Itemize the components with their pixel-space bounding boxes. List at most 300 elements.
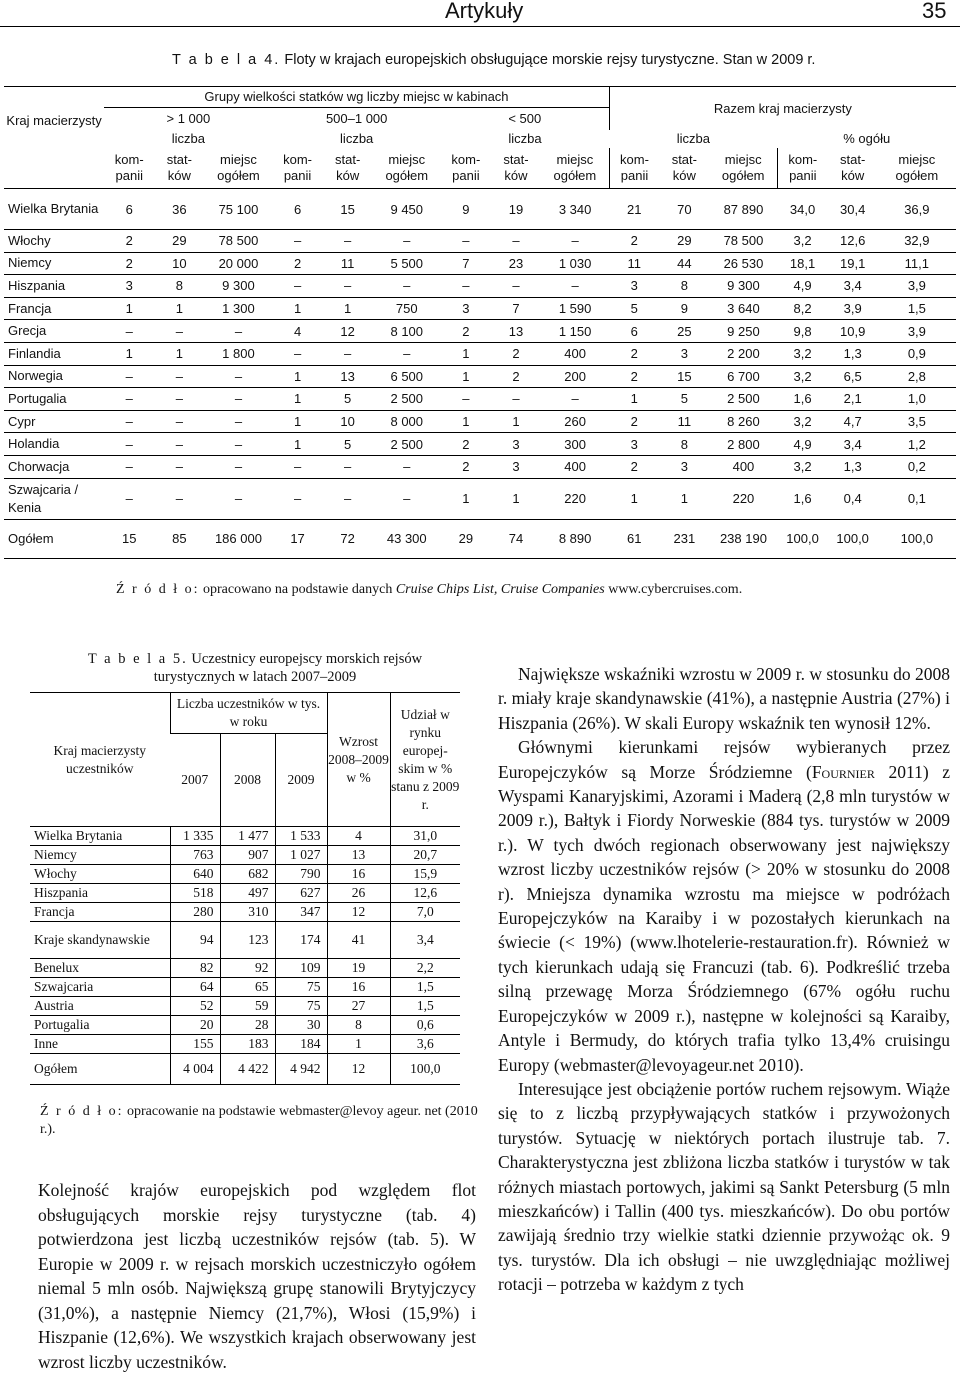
- total-value-cell: 4 004: [170, 1054, 220, 1085]
- right-paragraph-1: Największe wskaźniki wzrostu w 2009 r. w stosunku do 2008 r. miały kraje skandynawskie (41%), a następnie Austria (27%) i Hiszpania (26%). W skali Europy wskaźnik ten wynosił 12%.: [498, 664, 950, 733]
- value-cell: –: [125, 436, 133, 452]
- table-row: [30, 846, 460, 865]
- value-cell: 92: [220, 959, 275, 978]
- value-cell: –: [175, 323, 183, 339]
- value-cell: 15,9: [390, 865, 460, 884]
- country-cell: Inne: [34, 1036, 58, 1051]
- value-cell: 9: [462, 201, 470, 217]
- value-cell: 3,6: [390, 1035, 460, 1054]
- value-cell: –: [293, 459, 302, 475]
- value-cell: 12,6: [390, 884, 460, 903]
- value-cell: 20,7: [390, 846, 460, 865]
- table-row: [30, 827, 460, 846]
- value-cell: –: [571, 233, 579, 249]
- th-sub-stat-2: stat- ków: [335, 152, 361, 183]
- value-cell: 2: [125, 255, 133, 271]
- value-cell: 2,8: [907, 368, 926, 384]
- total-value-cell: 15: [104, 519, 154, 558]
- value-cell: 59: [220, 997, 275, 1016]
- value-cell: –: [125, 414, 133, 430]
- value-cell: 6 500: [390, 368, 424, 384]
- value-cell: 1: [327, 1035, 390, 1054]
- total-value-cell: 100,0: [878, 519, 956, 558]
- value-cell: –: [175, 491, 183, 507]
- value-cell: 9: [680, 301, 688, 317]
- value-cell: 1 027: [275, 846, 327, 865]
- value-cell: –: [125, 491, 133, 507]
- value-cell: 400: [732, 459, 755, 475]
- table-row: [4, 410, 956, 433]
- total-value-cell: 4 942: [275, 1054, 327, 1085]
- value-cell: 10,9: [840, 323, 866, 339]
- value-cell: 1: [630, 491, 638, 507]
- value-cell: 2: [630, 346, 638, 362]
- value-cell: 64: [170, 978, 220, 997]
- th-group-1: > 1 000: [166, 111, 211, 126]
- value-cell: 8 260: [727, 414, 760, 430]
- t5-body: [30, 827, 460, 1054]
- country-cell: Szwajcaria: [34, 979, 94, 994]
- value-cell: 1 590: [558, 301, 592, 317]
- table-row: [30, 884, 460, 903]
- country-cell: Francja: [34, 904, 75, 919]
- value-cell: 8: [327, 1016, 390, 1035]
- total-label-cell: Ogółem: [4, 519, 104, 558]
- value-cell: –: [344, 346, 352, 362]
- t5-th-country: Kraj macierzysty uczestników: [53, 742, 147, 776]
- value-cell: 518: [170, 884, 220, 903]
- value-cell: 4,9: [793, 278, 812, 294]
- total-value-cell: 238 190: [709, 519, 777, 558]
- value-cell: 16: [327, 978, 390, 997]
- value-cell: 3: [512, 436, 520, 452]
- value-cell: 3,4: [390, 922, 460, 959]
- value-cell: –: [462, 278, 470, 294]
- value-cell: 155: [170, 1035, 220, 1054]
- value-cell: 1 300: [222, 301, 255, 317]
- value-cell: 7: [462, 255, 470, 271]
- value-cell: 10: [172, 255, 187, 271]
- table5-caption: [60, 650, 450, 686]
- value-cell: 1: [512, 414, 520, 430]
- value-cell: 3,9: [907, 323, 926, 339]
- value-cell: 11: [340, 255, 355, 271]
- value-cell: 183: [220, 1035, 275, 1054]
- country-cell: Portugalia: [34, 1017, 90, 1032]
- value-cell: 8 100: [390, 323, 424, 339]
- value-cell: –: [125, 459, 133, 475]
- value-cell: 123: [220, 922, 275, 959]
- total-value-cell: 231: [659, 519, 709, 558]
- t4-subheader-row: [4, 148, 956, 189]
- value-cell: –: [175, 368, 183, 384]
- value-cell: 94: [170, 922, 220, 959]
- value-cell: 13: [327, 846, 390, 865]
- value-cell: 174: [275, 922, 327, 959]
- value-cell: 1: [293, 436, 302, 452]
- value-cell: 682: [220, 865, 275, 884]
- value-cell: –: [344, 459, 352, 475]
- table-row: [4, 297, 956, 320]
- value-cell: 15: [340, 201, 355, 217]
- value-cell: 27: [327, 997, 390, 1016]
- value-cell: 1,3: [843, 459, 862, 475]
- value-cell: 627: [275, 884, 327, 903]
- value-cell: 8: [175, 278, 183, 294]
- total-value-cell: 61: [609, 519, 659, 558]
- total-value-cell: 186 000: [204, 519, 272, 558]
- value-cell: 2: [462, 436, 470, 452]
- value-cell: 78 500: [218, 233, 259, 249]
- value-cell: 5: [344, 391, 352, 407]
- value-cell: 2: [630, 414, 638, 430]
- value-cell: 13: [340, 368, 355, 384]
- value-cell: 790: [275, 865, 327, 884]
- table-row: [4, 189, 956, 230]
- value-cell: 3,2: [793, 346, 812, 362]
- value-cell: 907: [220, 846, 275, 865]
- value-cell: 16: [327, 865, 390, 884]
- value-cell: 15: [677, 368, 692, 384]
- th-sub-miejsc-3: miejsc ogółem: [553, 152, 597, 183]
- table4-label: T a b e l a 4.: [172, 52, 281, 68]
- table5: [30, 692, 460, 1085]
- value-cell: 3,2: [793, 368, 812, 384]
- value-cell: 1: [175, 301, 183, 317]
- total-value-cell: 72: [323, 519, 373, 558]
- value-cell: –: [344, 278, 352, 294]
- value-cell: 2 800: [727, 436, 760, 452]
- country-cell: Hiszpania: [34, 885, 88, 900]
- value-cell: –: [293, 278, 302, 294]
- t5-th-2007: 2007: [181, 772, 209, 787]
- th-pct: % ogółu: [843, 131, 891, 146]
- country-cell: Włochy: [8, 232, 51, 248]
- th-group-3: < 500: [508, 111, 542, 126]
- value-cell: 280: [170, 903, 220, 922]
- value-cell: –: [125, 391, 133, 407]
- value-cell: 8 000: [390, 414, 424, 430]
- value-cell: 70: [677, 201, 692, 217]
- total-value-cell: 100,0: [390, 1054, 460, 1085]
- value-cell: 6 700: [727, 368, 760, 384]
- value-cell: 44: [677, 255, 692, 271]
- value-cell: 23: [508, 255, 524, 271]
- value-cell: 0,6: [390, 1016, 460, 1035]
- value-cell: 20 000: [218, 255, 259, 271]
- value-cell: –: [403, 346, 411, 362]
- value-cell: 1: [462, 414, 470, 430]
- country-cell: Holandia: [8, 436, 60, 452]
- value-cell: 9 250: [727, 323, 760, 339]
- value-cell: –: [403, 459, 411, 475]
- source-italic: Cruise Chips List, Cruise Companies: [395, 582, 605, 597]
- th-sub-stat-5: stat- ków: [840, 152, 866, 183]
- source-label: Ź r ó d ł o:: [116, 582, 200, 597]
- value-cell: 8: [680, 278, 688, 294]
- value-cell: 3 640: [727, 301, 760, 317]
- value-cell: 6: [125, 201, 133, 217]
- value-cell: 11,1: [904, 255, 930, 271]
- value-cell: 3,2: [793, 233, 812, 249]
- country-cell: Austria: [34, 998, 74, 1013]
- value-cell: 19: [327, 959, 390, 978]
- value-cell: 4: [293, 323, 302, 339]
- value-cell: 19,1: [840, 255, 866, 271]
- value-cell: 3: [512, 459, 520, 475]
- total-value-cell: 17: [273, 519, 323, 558]
- t5-th-growth: Wzrost 2008–2009 w %: [327, 693, 390, 827]
- value-cell: 400: [564, 346, 586, 362]
- total-value-cell: 29: [441, 519, 491, 558]
- table-row: [30, 997, 460, 1016]
- table-row: [4, 455, 956, 478]
- total-value-cell: 8 890: [541, 519, 609, 558]
- total-label-cell: Ogółem: [34, 1061, 78, 1076]
- table-row: [30, 959, 460, 978]
- country-cell: Finlandia: [8, 345, 61, 361]
- value-cell: 5: [680, 391, 688, 407]
- value-cell: 82: [170, 959, 220, 978]
- value-cell: 3,9: [843, 301, 862, 317]
- value-cell: 36: [172, 201, 187, 217]
- value-cell: 5: [344, 436, 352, 452]
- left-column-text: [38, 1178, 476, 1374]
- th-sub-miejsc-1: miejsc ogółem: [217, 152, 260, 183]
- value-cell: 12: [340, 323, 355, 339]
- t5-th-2009: 2009: [275, 734, 327, 827]
- value-cell: 7: [512, 301, 520, 317]
- value-cell: 1 030: [558, 255, 592, 271]
- country-cell: Norwegia: [8, 368, 63, 384]
- right-column-text: [498, 662, 950, 1297]
- country-cell: Portugalia: [8, 390, 67, 406]
- table-row: [4, 252, 956, 275]
- value-cell: 65: [220, 978, 275, 997]
- value-cell: 220: [564, 491, 586, 507]
- table-row: [4, 365, 956, 388]
- value-cell: 1 335: [170, 827, 220, 846]
- value-cell: 300: [564, 436, 586, 452]
- value-cell: 9 300: [727, 278, 760, 294]
- t4-total-row: [4, 519, 956, 558]
- value-cell: –: [234, 391, 243, 407]
- value-cell: 2 500: [727, 391, 760, 407]
- value-cell: 30,4: [840, 201, 866, 217]
- value-cell: –: [234, 414, 243, 430]
- th-group-2: 500–1 000: [325, 111, 388, 126]
- value-cell: 1: [462, 368, 470, 384]
- value-cell: 36,9: [904, 201, 930, 217]
- value-cell: 497: [220, 884, 275, 903]
- value-cell: –: [344, 233, 352, 249]
- th-sub-kom-3: kom- panii: [451, 152, 481, 183]
- value-cell: –: [234, 459, 243, 475]
- value-cell: 3,2: [793, 414, 812, 430]
- value-cell: 2 500: [390, 391, 424, 407]
- value-cell: –: [403, 491, 411, 507]
- value-cell: 1: [293, 368, 302, 384]
- left-paragraph: Kolejność krajów europejskich pod względem flot obsługujących morskie rejsy turystyczne (tab. 4) potwierdzona jest liczbą uczestników rejsów (tab. 5). W Europie w 2009 r. w rejsach morskich uczestniczyło ogółem niemal 5 mln osób. Największą grupę stanowili Brytyjczycy (31,0%), a następnie Niemcy (21,7%), Włosi (15,9%) i Hiszpanie (12,6%). We wszystkich krajach obserwowany jest wzrost liczby uczestników.: [38, 1180, 476, 1372]
- value-cell: 2: [125, 233, 133, 249]
- value-cell: 3: [630, 278, 638, 294]
- value-cell: 3: [462, 301, 470, 317]
- table-row: [30, 865, 460, 884]
- t5-source-label: Ź r ó d ł o:: [40, 1104, 124, 1119]
- value-cell: 1: [293, 391, 302, 407]
- total-value-cell: 74: [491, 519, 541, 558]
- value-cell: 3: [630, 436, 638, 452]
- country-cell: Benelux: [34, 960, 79, 975]
- value-cell: –: [175, 391, 183, 407]
- value-cell: 3,4: [843, 278, 862, 294]
- value-cell: 75: [275, 997, 327, 1016]
- value-cell: 11: [677, 414, 692, 430]
- value-cell: 750: [395, 301, 418, 317]
- value-cell: 5 500: [390, 255, 424, 271]
- right-paragraph-2: [498, 735, 950, 1077]
- value-cell: 4,7: [843, 414, 862, 430]
- value-cell: 260: [564, 414, 586, 430]
- th-liczba-4: liczba: [676, 131, 710, 146]
- value-cell: 109: [275, 959, 327, 978]
- t5-source-text: opracowanie na podstawie webmaster@levoy ageur. net (2010 r.).: [40, 1104, 478, 1137]
- value-cell: 6: [630, 323, 638, 339]
- value-cell: 30: [275, 1016, 327, 1035]
- value-cell: 25: [677, 323, 692, 339]
- t5-th-participants: Liczba uczestników w tys. w roku: [170, 693, 327, 734]
- value-cell: 1: [293, 301, 302, 317]
- value-cell: –: [293, 233, 302, 249]
- value-cell: 52: [170, 997, 220, 1016]
- value-cell: 0,2: [907, 459, 926, 475]
- value-cell: 2: [512, 346, 520, 362]
- value-cell: 34,0: [789, 201, 816, 217]
- value-cell: 8,2: [793, 301, 812, 317]
- value-cell: 1: [462, 491, 470, 507]
- right-paragraph-3: Interesujące jest obciążenie portów ruchem rejsowym. Wiąże się to z liczbą przypływających statków i przywożonych turystów. Sytuację w niektórych portach ilustruje tab. 7. Charakterystyczna jest zbliżona liczba statków i turystów w tak różnych miastach portowych, jakimi są Sankt Petersburg (5 mln mieszkańców) i Tallin (400 tys. mieszkańców). Do obu portów zawijają średnio trzy wielkie statki dziennie przywożąc ok. 9 tys. turystów. Dla ich obsługi – nie uwzględniając możliwej rotacji – potrzeba w każdym z tych: [498, 1078, 950, 1295]
- table5-title: Uczestnicy europejscy morskich rejsów turystycznych w latach 2007–2009: [153, 651, 423, 685]
- value-cell: –: [571, 278, 579, 294]
- value-cell: 7,0: [390, 903, 460, 922]
- total-value-cell: 4 422: [220, 1054, 275, 1085]
- th-sub-miejsc-5: miejsc ogółem: [895, 152, 939, 183]
- country-cell: Chorwacja: [8, 458, 70, 474]
- value-cell: 9 450: [390, 201, 424, 217]
- value-cell: 2: [462, 323, 470, 339]
- value-cell: 4,9: [793, 436, 812, 452]
- th-sub-kom-1: kom- panii: [114, 152, 144, 183]
- p2-part-a: Głównymi kierunkami rejsów wybieranych przez Europejczyków są Morze Śródziemne (: [498, 737, 950, 782]
- value-cell: 2: [630, 459, 638, 475]
- value-cell: 3: [680, 459, 688, 475]
- value-cell: 2: [630, 233, 638, 249]
- th-sub-stat-4: stat- ków: [671, 152, 697, 183]
- value-cell: 2: [630, 368, 638, 384]
- country-cell: Niemcy: [34, 847, 77, 862]
- table-row: [30, 1016, 460, 1035]
- value-cell: –: [234, 436, 243, 452]
- table-row: [4, 230, 956, 253]
- value-cell: 3: [680, 346, 688, 362]
- country-cell: Cypr: [8, 413, 36, 429]
- value-cell: 78 500: [723, 233, 764, 249]
- table-row: [4, 388, 956, 411]
- value-cell: 12: [327, 903, 390, 922]
- table4-source: [116, 582, 742, 598]
- table-row: [4, 433, 956, 456]
- value-cell: –: [234, 368, 243, 384]
- country-cell: Hiszpania: [8, 277, 66, 293]
- value-cell: 6,5: [843, 368, 862, 384]
- value-cell: 1: [293, 414, 302, 430]
- th-sub-kom-2: kom- panii: [283, 152, 312, 183]
- value-cell: 8: [680, 436, 688, 452]
- table4-caption: [172, 52, 815, 68]
- value-cell: 184: [275, 1035, 327, 1054]
- p2-author: Fournier: [811, 761, 875, 782]
- value-cell: –: [175, 414, 183, 430]
- value-cell: 75 100: [218, 201, 259, 217]
- value-cell: 1: [175, 346, 183, 362]
- th-sub-kom-5: kom- panii: [778, 148, 828, 189]
- value-cell: –: [234, 491, 243, 507]
- value-cell: 9,8: [793, 323, 812, 339]
- table4-title: Floty w krajach europejskich obsługujące morskie rejsy turystyczne. Stan w 2009 r.: [284, 52, 816, 68]
- value-cell: 1 800: [222, 346, 255, 362]
- country-cell: Wielka Brytania: [8, 201, 99, 216]
- value-cell: 1 477: [220, 827, 275, 846]
- value-cell: 87 890: [723, 201, 764, 217]
- th-sub-stat-3: stat- ków: [503, 152, 529, 183]
- table-row: [4, 342, 956, 365]
- value-cell: 1,2: [907, 436, 926, 452]
- th-sub-miejsc-4: miejsc ogółem: [721, 152, 765, 183]
- total-value-cell: 100,0: [778, 519, 828, 558]
- section-title: Artykuły: [445, 0, 524, 23]
- value-cell: 1,5: [907, 301, 926, 317]
- page-number: 35: [922, 0, 947, 23]
- table-row: [30, 978, 460, 997]
- value-cell: –: [175, 459, 183, 475]
- value-cell: 6: [293, 201, 302, 217]
- total-value-cell: 100,0: [828, 519, 878, 558]
- value-cell: 9 300: [222, 278, 255, 294]
- th-sub-miejsc-2: miejsc ogółem: [385, 152, 429, 183]
- value-cell: 3 340: [558, 201, 592, 217]
- value-cell: 32,9: [904, 233, 930, 249]
- value-cell: 31,0: [390, 827, 460, 846]
- value-cell: 3,5: [907, 414, 926, 430]
- value-cell: 3,4: [843, 436, 862, 452]
- table4: [4, 86, 956, 559]
- th-sub-kom-4: kom- panii: [609, 148, 659, 189]
- value-cell: 1: [680, 491, 688, 507]
- th-liczba-1: liczba: [171, 131, 205, 146]
- value-cell: 75: [275, 978, 327, 997]
- th-liczba-2: liczba: [340, 131, 374, 146]
- value-cell: –: [125, 323, 133, 339]
- value-cell: 21: [627, 201, 642, 217]
- value-cell: 28: [220, 1016, 275, 1035]
- country-cell: Francja: [8, 300, 52, 316]
- value-cell: 29: [172, 233, 187, 249]
- value-cell: 3,2: [793, 459, 812, 475]
- value-cell: –: [175, 436, 183, 452]
- value-cell: 2 200: [727, 346, 760, 362]
- th-country: Kraj macierzysty: [4, 87, 104, 189]
- value-cell: 1: [125, 301, 133, 317]
